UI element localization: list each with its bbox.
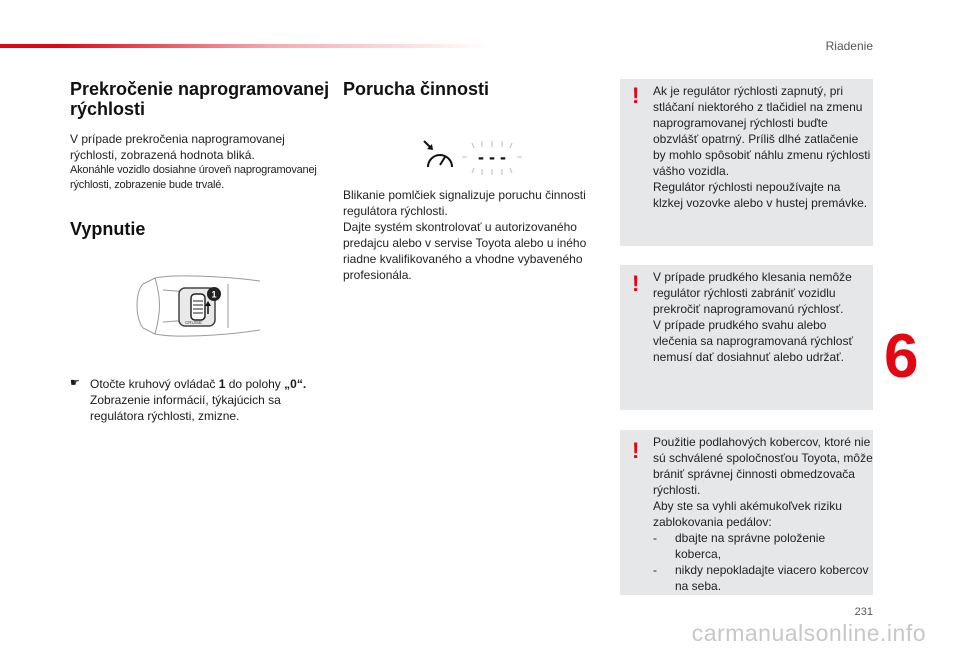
- warning-icon: !: [632, 83, 640, 108]
- warning-box-1: [620, 79, 873, 246]
- cruise-label: CRUISE: [185, 320, 203, 325]
- pointer-icon: ☛: [70, 377, 80, 389]
- page-number: 231: [854, 606, 873, 618]
- watermark: carmanualsonline.info: [691, 620, 926, 646]
- warning-icon: !: [632, 438, 640, 463]
- para-speed-steady: Akonáhle vozidlo dosiahne úroveň naprogramovanej rýchlosti, zobrazenie bude trvalé.: [70, 164, 317, 191]
- warning-1-text-2: Regulátor rýchlosti nepoužívajte na klzkej vozovke alebo v hustej premávke.: [653, 180, 868, 210]
- heading-malfunction: Porucha činnosti: [343, 79, 490, 99]
- callout-label: 1: [211, 289, 217, 300]
- dash-display-text: - - -: [478, 147, 506, 167]
- section-speed-exceed: [70, 79, 332, 193]
- warning-3-text: Použitie podlahových kobercov, ktoré nie sú schválené spoločnosťou Toyota, môže brániť správnej činnosti obmedzovača rýchlosti.: [653, 435, 873, 497]
- warning-1-text: Ak je regulátor rýchlosti zapnutý, pri stláčaní niektorého z tlačidiel na zmenu naprogramovanej rýchlosti buďte obzvlášť opatrný. Príliš dlhé zatlačenie by mohlo spôsobiť náhlu zmenu rýchlosti vášho vozidla.: [653, 84, 871, 178]
- section-switch-off: [70, 219, 320, 239]
- section-malfunction: [343, 79, 598, 99]
- malfunction-display-illustration: [418, 135, 528, 181]
- header-accent-bar: [0, 44, 490, 48]
- warning-2-text-2: V prípade prudkého svahu alebo vlečenia sa naprogramovaná rýchlosť nemusí dať dosiahnuť alebo udržať.: [653, 318, 853, 364]
- cruise-control-lever-illustration: [133, 272, 263, 340]
- list-item: - nikdy nepokladajte viacero kobercov na seba.: [653, 563, 869, 593]
- chapter-number: 6: [884, 322, 919, 391]
- para-speed-exceed: V prípade prekročenia naprogramovanej rýchlosti, zobrazená hodnota bliká.: [70, 132, 285, 162]
- warning-icon: !: [632, 271, 640, 296]
- warning-box-3: [620, 430, 873, 595]
- list-item: - dbajte na správne položenie koberca,: [653, 531, 826, 561]
- section-label: Riadenie: [825, 39, 873, 53]
- instruction-text: Otočte kruhový ovládač 1 do polohy „0“. Zobrazenie informácií, týkajúcich sa regulátora rýchlosti, zmizne.: [90, 377, 307, 423]
- warning-3-text-2: Aby ste sa vyhli akémukoľvek riziku zablokovania pedálov:: [653, 499, 842, 529]
- warning-box-2: [620, 265, 873, 410]
- malfunction-text: [343, 187, 595, 283]
- para-malfunction: Blikanie pomlčiek signalizuje poruchu činnosti regulátora rýchlosti.: [343, 188, 586, 218]
- para-malfunction-service: Dajte systém skontrolovať u autorizovaného predajcu alebo v servise Toyota alebo u iného riadne kvalifikovaného a vhodne vybaveného profesionála.: [343, 220, 587, 282]
- warning-2-text: V prípade prudkého klesania nemôže regulátor rýchlosti zabrániť vozidlu prekročiť naprogramovanú rýchlosť.: [653, 270, 852, 316]
- heading-switch-off: Vypnutie: [70, 219, 146, 239]
- instruction-item: [70, 376, 320, 424]
- heading-speed-exceed: Prekročenie naprogramovanej rýchlosti: [70, 79, 330, 119]
